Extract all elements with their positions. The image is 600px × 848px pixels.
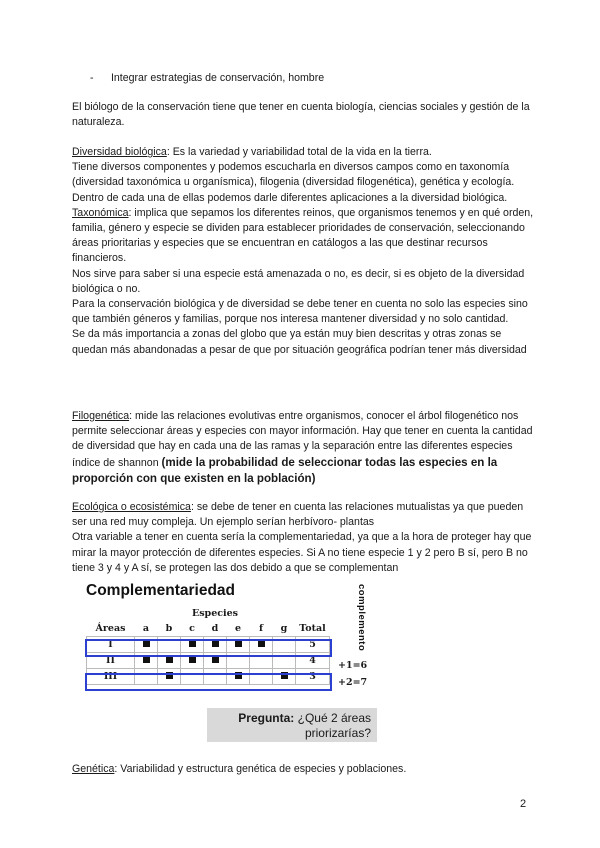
taxonomica-definition: : implica que sepamos los diferentes reinos, que organismos tenemos y en qué orden, familia, género y especie se dividen para establecer prioridades de conservación, seleccionando áreas prioritarias y especies que se encuentran en catálogos a las que destinar recursos financieros. (72, 206, 534, 265)
col-total-header: Total (299, 623, 326, 634)
area-cell: III (87, 669, 135, 685)
question-box (207, 708, 377, 742)
filogenetica-bold-note: (mide la probabilidad de seleccionar todas las especies en la proporción con que existen en la población) (72, 455, 498, 485)
page-number: 2 (520, 798, 527, 810)
heading-genetica: Genética (72, 763, 115, 775)
total-cell: 5 (296, 637, 330, 653)
presence-mark (189, 656, 196, 663)
section-genetica (72, 762, 537, 777)
col-header: c (189, 623, 195, 634)
figure-title: Complementariedad (86, 582, 236, 599)
section-ecologica (72, 500, 537, 576)
taxonomica-paragraph-2: Nos sirve para saber si una especie está amenazada o no, es decir, si es objeto de la diversidad biológica o no. (72, 267, 525, 295)
genetica-definition: : Variabilidad y estructura genética de especies y poblaciones. (114, 763, 407, 775)
question-text: ¿Qué 2 áreas priorizarías? (294, 711, 371, 740)
section-filogenetica (72, 409, 537, 487)
col-header: f (258, 623, 264, 634)
diversidad-body: Tiene diversos componentes y podemos escucharla en diversos campos como en taxonomía (diversidad taxonómica u organísmica), filogenia (diversidad filogenética), genética y ecología. Dentro de cada una de ellas podemos darle diferentes aplicaciones a la diversidad biológica. (72, 161, 515, 204)
area-cell: I (87, 637, 135, 653)
plus-annotation: +1=6 (338, 660, 368, 671)
paragraph-intro: El biólogo de la conservación tiene que tener en cuenta biología, ciencias sociales y gestión de la naturaleza. (72, 101, 530, 129)
col-header: b (165, 623, 173, 634)
figure-side-label: complemento (356, 584, 367, 652)
especies-header: Especies (191, 608, 239, 619)
col-areas-header: Áreas (95, 623, 126, 634)
total-cell: 3 (296, 669, 330, 685)
taxonomica-paragraph-3: Para la conservación biológica y de diversidad se debe tener en cuenta no solo las especies sino que también géneros y familias, porque nos interesa mantener diversidad y no solo cantidad. (72, 298, 528, 326)
plus-annotation: +2=7 (338, 677, 368, 688)
heading-filogenetica: Filogenética (72, 410, 130, 422)
presence-mark (166, 656, 173, 663)
area-cell: II (87, 653, 135, 669)
heading-ecologica: Ecológica o ecosistémica (72, 501, 191, 513)
ecologica-paragraph-2: Otra variable a tener en cuenta sería la complementariedad, ya que a la hora de proteger hay que mirar la mayor protección de diferentes especies. Si A no tiene especie 1 y 2 pero B sí, pero B no tiene 3 y 4 y A sí, se protegen las dos debido a que se complementan (72, 531, 532, 574)
bullet-text: Integrar estrategias de conservación, hombre (110, 72, 325, 84)
bullet-item (90, 72, 324, 84)
question-label: Pregunta: (238, 711, 295, 725)
presence-mark (143, 656, 150, 663)
filogenetica-definition: : mide las relaciones evolutivas entre organismos, conocer el árbol filogenético nos permite seleccionar áreas y especies con mayor información. Hay que tener en cuenta la cantidad de diversidad que hay en cada una de las ramas y la separación entre las diferentes especies índice de shannon (72, 410, 533, 469)
diversidad-definition: : Es la variedad y variabilidad total de la vida en la tierra. (166, 146, 432, 158)
highlight-box-row-I (85, 639, 332, 657)
col-header: e (234, 623, 242, 634)
ecologica-definition: : se debe de tener en cuenta las relaciones mutualistas ya que pueden ser una red muy compleja. Un ejemplo serían herbívoro- plantas (72, 501, 524, 529)
heading-diversidad: Diversidad biológica (72, 146, 167, 158)
presence-mark (212, 656, 219, 663)
section-diversidad (72, 145, 537, 358)
heading-taxonomica: Taxonómica (72, 206, 129, 219)
taxonomica-paragraph-4: Se da más importancia a zonas del globo que ya están muy bien descritas y otras zonas se quedan más abandonadas a pesar de que por situación geográfica podrían tener más diversidad (72, 328, 527, 356)
col-header: g (280, 623, 288, 634)
bullet-marker: - (90, 72, 94, 84)
col-header: a (142, 623, 150, 634)
col-header: d (211, 623, 219, 634)
highlight-box-row-III (85, 673, 332, 691)
total-cell: 4 (296, 653, 330, 669)
